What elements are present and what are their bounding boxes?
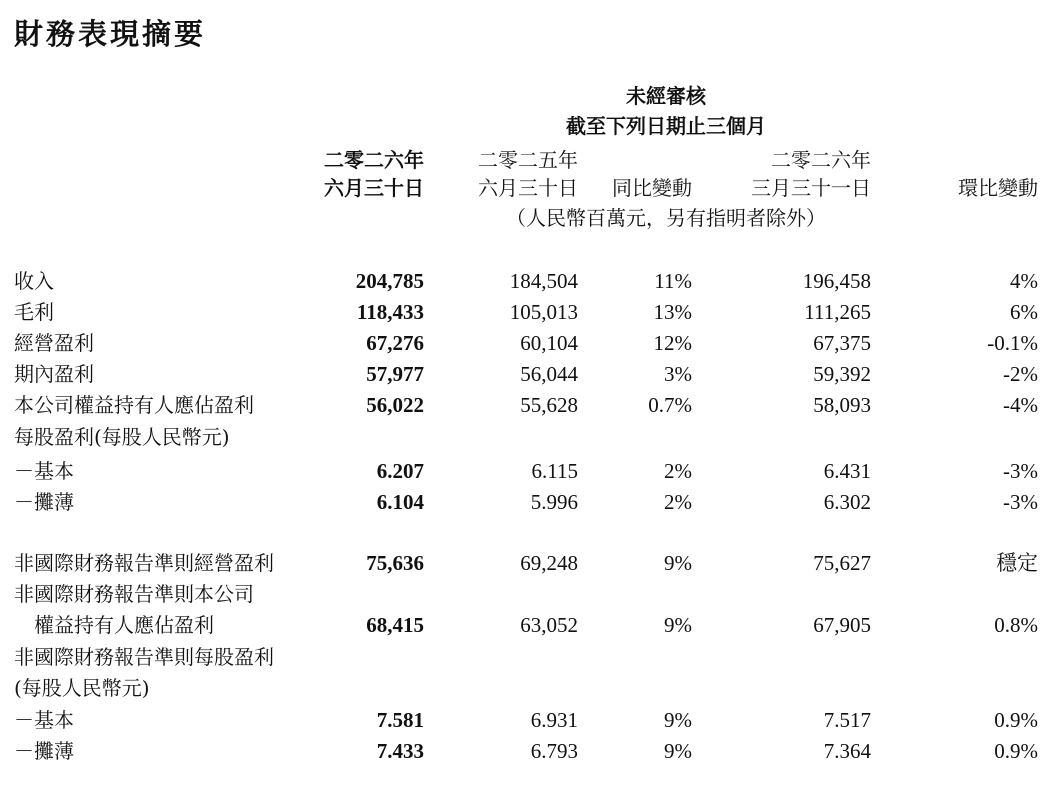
unaudited-label: 未經審核 — [626, 84, 706, 108]
table-row — [0, 549, 1058, 580]
table-row — [0, 643, 1058, 674]
qoq-change: -3% — [1003, 459, 1038, 483]
qoq-change: -3% — [1003, 490, 1038, 514]
row-label: 非國際財務報告準則本公司 — [14, 582, 254, 606]
value-q2-2025: 5.996 — [530, 490, 578, 514]
col4-header-line1: 二零二六年 — [771, 148, 871, 172]
yoy-change: 9% — [664, 708, 692, 732]
table-row — [0, 267, 1058, 298]
qoq-change: 穩定 — [996, 551, 1038, 575]
table-row — [0, 457, 1058, 488]
table-row — [0, 737, 1058, 768]
col3-header: 同比變動 — [612, 176, 692, 200]
yoy-change: 0.7% — [648, 393, 692, 417]
col1-header-line1: 二零二六年 — [324, 148, 424, 172]
value-q1-2026: 75,627 — [813, 551, 871, 575]
row-label: 毛利 — [14, 300, 54, 324]
yoy-change: 9% — [664, 613, 692, 637]
page-title: 財務表現摘要 — [14, 17, 207, 51]
col2-header-line2: 六月三十日 — [478, 176, 578, 200]
value-q1-2026: 7.364 — [823, 739, 871, 763]
col2-header-line1: 二零二五年 — [478, 148, 578, 172]
value-q1-2026: 67,375 — [813, 331, 871, 355]
value-q2-2026: 75,636 — [366, 551, 424, 575]
col5-header: 環比變動 — [958, 176, 1038, 200]
col4-header-line2: 三月三十一日 — [751, 176, 871, 200]
value-q1-2026: 59,392 — [813, 362, 871, 386]
value-q1-2026: 6.302 — [823, 490, 871, 514]
row-label: －基本 — [14, 708, 74, 732]
qoq-change: -4% — [1003, 393, 1038, 417]
qoq-change: -0.1% — [987, 331, 1038, 355]
value-q2-2026: 204,785 — [355, 269, 424, 293]
row-label: 每股盈利(每股人民幣元) — [14, 425, 230, 449]
value-q2-2025: 63,052 — [520, 613, 578, 637]
qoq-change: 0.9% — [994, 708, 1038, 732]
table-row — [0, 360, 1058, 391]
value-q2-2026: 7.581 — [376, 708, 424, 732]
row-label: 期內盈利 — [14, 362, 94, 386]
table-row — [0, 391, 1058, 422]
value-q2-2026: 56,022 — [366, 393, 424, 417]
value-q2-2026: 7.433 — [376, 739, 424, 763]
qoq-change: 0.9% — [994, 739, 1038, 763]
value-q2-2026: 57,977 — [366, 362, 424, 386]
value-q1-2026: 7.517 — [823, 708, 871, 732]
table-row — [0, 674, 1058, 705]
table-row — [0, 329, 1058, 360]
row-label: 非國際財務報告準則經營盈利 — [14, 551, 274, 575]
col1-header-line2: 六月三十日 — [324, 176, 424, 200]
yoy-change: 2% — [664, 490, 692, 514]
value-q1-2026: 67,905 — [813, 613, 871, 637]
value-q2-2025: 55,628 — [520, 393, 578, 417]
table-row — [0, 423, 1058, 454]
yoy-change: 11% — [654, 269, 692, 293]
value-q2-2025: 6.793 — [530, 739, 578, 763]
row-label: 非國際財務報告準則每股盈利 — [14, 645, 274, 669]
yoy-change: 9% — [664, 551, 692, 575]
qoq-change: -2% — [1003, 362, 1038, 386]
value-q2-2025: 69,248 — [520, 551, 578, 575]
value-q2-2026: 6.207 — [376, 459, 424, 483]
table-row — [0, 298, 1058, 329]
yoy-change: 13% — [653, 300, 692, 324]
value-q1-2026: 196,458 — [802, 269, 871, 293]
value-q1-2026: 58,093 — [813, 393, 871, 417]
row-label: 經營盈利 — [14, 331, 94, 355]
qoq-change: 4% — [1010, 269, 1038, 293]
table-row — [0, 611, 1058, 642]
value-q2-2026: 68,415 — [366, 613, 424, 637]
row-label: (每股人民幣元) — [14, 676, 150, 700]
row-label: 權益持有人應佔盈利 — [34, 613, 214, 637]
row-label: 收入 — [14, 269, 54, 293]
yoy-change: 3% — [664, 362, 692, 386]
value-q1-2026: 6.431 — [823, 459, 871, 483]
value-q2-2025: 6.931 — [530, 708, 578, 732]
unit-note: （人民幣百萬元，另有指明者除外） — [506, 206, 826, 230]
value-q2-2026: 67,276 — [366, 331, 424, 355]
yoy-change: 2% — [664, 459, 692, 483]
value-q2-2026: 6.104 — [376, 490, 424, 514]
value-q1-2026: 111,265 — [804, 300, 871, 324]
value-q2-2025: 6.115 — [531, 459, 578, 483]
value-q2-2025: 105,013 — [509, 300, 578, 324]
row-label: 本公司權益持有人應佔盈利 — [14, 393, 254, 417]
yoy-change: 12% — [653, 331, 692, 355]
row-label: －攤薄 — [14, 490, 74, 514]
table-row — [0, 580, 1058, 611]
table-row — [0, 706, 1058, 737]
qoq-change: 0.8% — [994, 613, 1038, 637]
value-q2-2025: 60,104 — [520, 331, 578, 355]
period-label: 截至下列日期止三個月 — [566, 114, 766, 138]
row-label: －攤薄 — [14, 739, 74, 763]
value-q2-2026: 118,433 — [356, 300, 424, 324]
yoy-change: 9% — [664, 739, 692, 763]
value-q2-2025: 184,504 — [509, 269, 578, 293]
qoq-change: 6% — [1010, 300, 1038, 324]
table-row — [0, 488, 1058, 519]
row-label: －基本 — [14, 459, 74, 483]
value-q2-2025: 56,044 — [520, 362, 578, 386]
